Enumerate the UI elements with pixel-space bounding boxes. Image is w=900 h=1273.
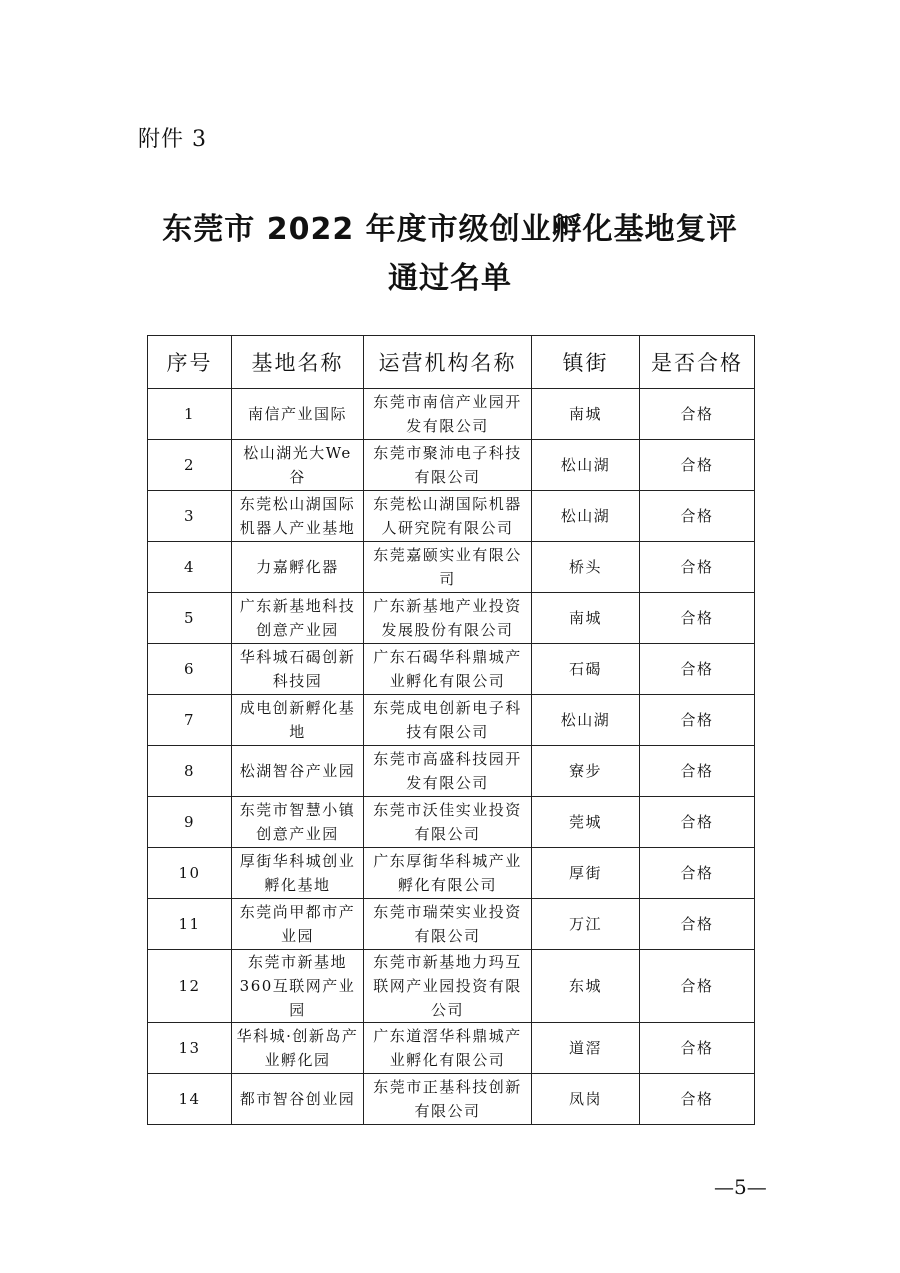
cell-base-name: 厚街华科城创业孵化基地 [232,848,364,899]
cell-base-name: 东莞市智慧小镇创意产业园 [232,797,364,848]
table-row [148,491,755,542]
cell-qualified: 合格 [640,695,755,746]
cell-operator-name: 东莞市高盛科技园开发有限公司 [364,746,532,797]
cell-seq: 14 [148,1074,232,1125]
table-row [148,797,755,848]
cell-town: 厚街 [532,848,640,899]
attachment-label: 附件 3 [138,127,207,152]
cell-seq: 1 [148,389,232,440]
cell-seq: 7 [148,695,232,746]
cell-seq: 5 [148,593,232,644]
table-header-row [148,336,755,389]
cell-operator-name: 东莞市南信产业园开发有限公司 [364,389,532,440]
cell-base-name: 南信产业国际 [232,389,364,440]
cell-operator-name: 东莞成电创新电子科技有限公司 [364,695,532,746]
cell-town: 万江 [532,899,640,950]
cell-qualified: 合格 [640,950,755,1023]
cell-town: 松山湖 [532,491,640,542]
column-header-qualified: 是否合格 [640,336,755,389]
cell-operator-name: 广东石碣华科鼎城产业孵化有限公司 [364,644,532,695]
column-header-seq: 序号 [148,336,232,389]
page-title-line-1: 东莞市 2022 年度市级创业孵化基地复评 [162,212,738,247]
cell-base-name: 东莞松山湖国际机器人产业基地 [232,491,364,542]
cell-seq: 12 [148,950,232,1023]
cell-town: 凤岗 [532,1074,640,1125]
cell-seq: 8 [148,746,232,797]
cell-seq: 11 [148,899,232,950]
cell-town: 松山湖 [532,440,640,491]
table-row [148,440,755,491]
cell-operator-name: 广东新基地产业投资发展股份有限公司 [364,593,532,644]
cell-operator-name: 东莞市聚沛电子科技有限公司 [364,440,532,491]
cell-town: 南城 [532,389,640,440]
cell-qualified: 合格 [640,797,755,848]
cell-base-name: 华科城·创新岛产业孵化园 [232,1023,364,1074]
table-row [148,950,755,1023]
column-header-operator-name: 运营机构名称 [364,336,532,389]
table-row [148,848,755,899]
cell-town: 桥头 [532,542,640,593]
cell-town: 寮步 [532,746,640,797]
cell-qualified: 合格 [640,1023,755,1074]
cell-base-name: 广东新基地科技创意产业园 [232,593,364,644]
cell-base-name: 力嘉孵化器 [232,542,364,593]
page-title-line-2: 通过名单 [388,261,512,296]
cell-seq: 4 [148,542,232,593]
table-row [148,593,755,644]
cell-base-name: 松山湖光大We谷 [232,440,364,491]
cell-operator-name: 广东道滘华科鼎城产业孵化有限公司 [364,1023,532,1074]
table-row [148,899,755,950]
cell-qualified: 合格 [640,593,755,644]
cell-qualified: 合格 [640,848,755,899]
cell-qualified: 合格 [640,440,755,491]
cell-seq: 13 [148,1023,232,1074]
cell-town: 莞城 [532,797,640,848]
table-row [148,542,755,593]
cell-base-name: 东莞市新基地360互联网产业园 [232,950,364,1023]
cell-town: 道滘 [532,1023,640,1074]
table-row [148,695,755,746]
page-number: —5— [714,1175,767,1199]
cell-qualified: 合格 [640,542,755,593]
cell-town: 石碣 [532,644,640,695]
cell-seq: 9 [148,797,232,848]
approved-bases-table [147,335,755,1125]
cell-qualified: 合格 [640,644,755,695]
cell-base-name: 都市智谷创业园 [232,1074,364,1125]
column-header-town: 镇街 [532,336,640,389]
cell-operator-name: 东莞市沃佳实业投资有限公司 [364,797,532,848]
cell-qualified: 合格 [640,389,755,440]
cell-base-name: 成电创新孵化基地 [232,695,364,746]
cell-town: 南城 [532,593,640,644]
cell-town: 松山湖 [532,695,640,746]
table-row [148,389,755,440]
column-header-base-name: 基地名称 [232,336,364,389]
cell-base-name: 松湖智谷产业园 [232,746,364,797]
cell-operator-name: 东莞市新基地力玛互联网产业园投资有限公司 [364,950,532,1023]
cell-seq: 3 [148,491,232,542]
cell-operator-name: 东莞市正基科技创新有限公司 [364,1074,532,1125]
table-row [148,644,755,695]
cell-operator-name: 广东厚街华科城产业孵化有限公司 [364,848,532,899]
cell-seq: 2 [148,440,232,491]
cell-operator-name: 东莞市瑞荣实业投资有限公司 [364,899,532,950]
cell-operator-name: 东莞嘉颐实业有限公司 [364,542,532,593]
cell-base-name: 华科城石碣创新科技园 [232,644,364,695]
cell-base-name: 东莞尚甲都市产业园 [232,899,364,950]
cell-qualified: 合格 [640,746,755,797]
cell-town: 东城 [532,950,640,1023]
cell-seq: 6 [148,644,232,695]
cell-qualified: 合格 [640,491,755,542]
cell-qualified: 合格 [640,1074,755,1125]
table-row [148,1074,755,1125]
cell-qualified: 合格 [640,899,755,950]
cell-seq: 10 [148,848,232,899]
table-row [148,1023,755,1074]
cell-operator-name: 东莞松山湖国际机器人研究院有限公司 [364,491,532,542]
table-row [148,746,755,797]
